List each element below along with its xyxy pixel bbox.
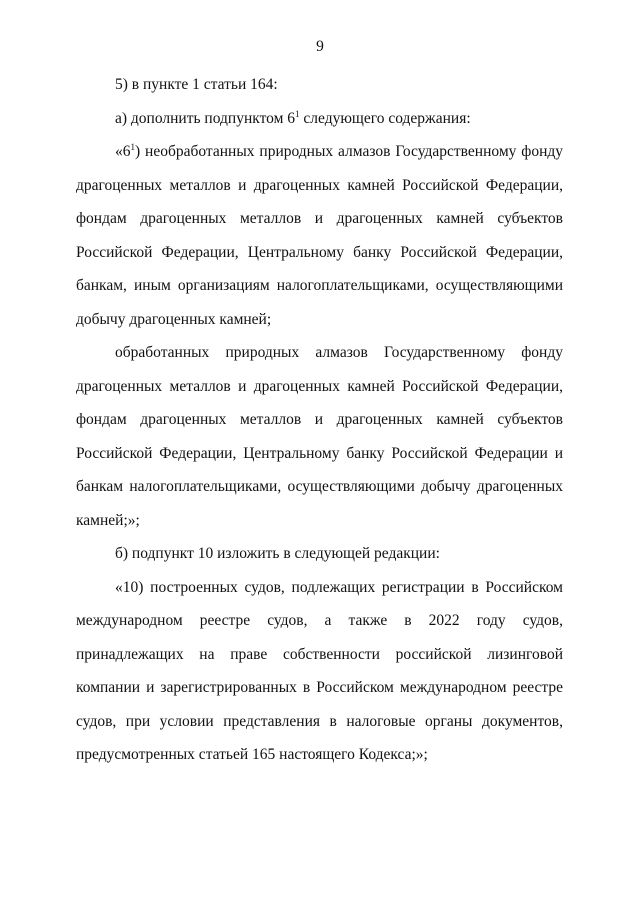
paragraph-processed-diamonds: обработанных природных алмазов Государственному фонду драгоценных металлов и драгоценных камней Российской Федерации, фондам драгоценных металлов и драгоценных камней субъектов Российской Федерации, Центральному банку Российской Федерации и банкам налогоплательщиками, осуществляющими добычу драгоценных камней;»;: [76, 344, 563, 529]
paragraph-subitem-a: [76, 102, 563, 136]
paragraph-item-5: 5) в пункте 1 статьи 164:: [115, 76, 278, 93]
paragraph-subpoint-6-1: [76, 135, 563, 336]
document-body: [76, 68, 563, 772]
paragraph-text: «6: [115, 143, 131, 160]
paragraph-text: а) дополнить подпунктом 6: [115, 109, 296, 127]
paragraph-text: следующего содержания:: [299, 109, 471, 127]
superscript: 1: [130, 142, 135, 152]
paragraph-subpoint-10: «10) построенных судов, подлежащих регистрации в Российском международном реестре судов, а также в 2022 году судов, принадлежащих на праве собственности российской лизинговой компании и зарегистрированных в Российском международном реестре судов, при условии представления в налоговые органы документов, предусмотренных статьей 165 настоящего Кодекса;»;: [76, 578, 563, 763]
paragraph-subitem-b: б) подпункт 10 изложить в следующей редакции:: [115, 545, 440, 562]
paragraph-text: ) необработанных природных алмазов Государственному фонду драгоценных металлов и драгоценных камней Российской Федерации, фондам драгоценных металлов и драгоценных камней субъектов Российской Федерации, Центральному банку Российской Федерации, банкам, иным организациям налогоплательщиками, осуществляющими добычу драгоценных камней;: [76, 143, 563, 328]
superscript: 1: [295, 108, 300, 119]
page-number: 9: [316, 38, 324, 55]
